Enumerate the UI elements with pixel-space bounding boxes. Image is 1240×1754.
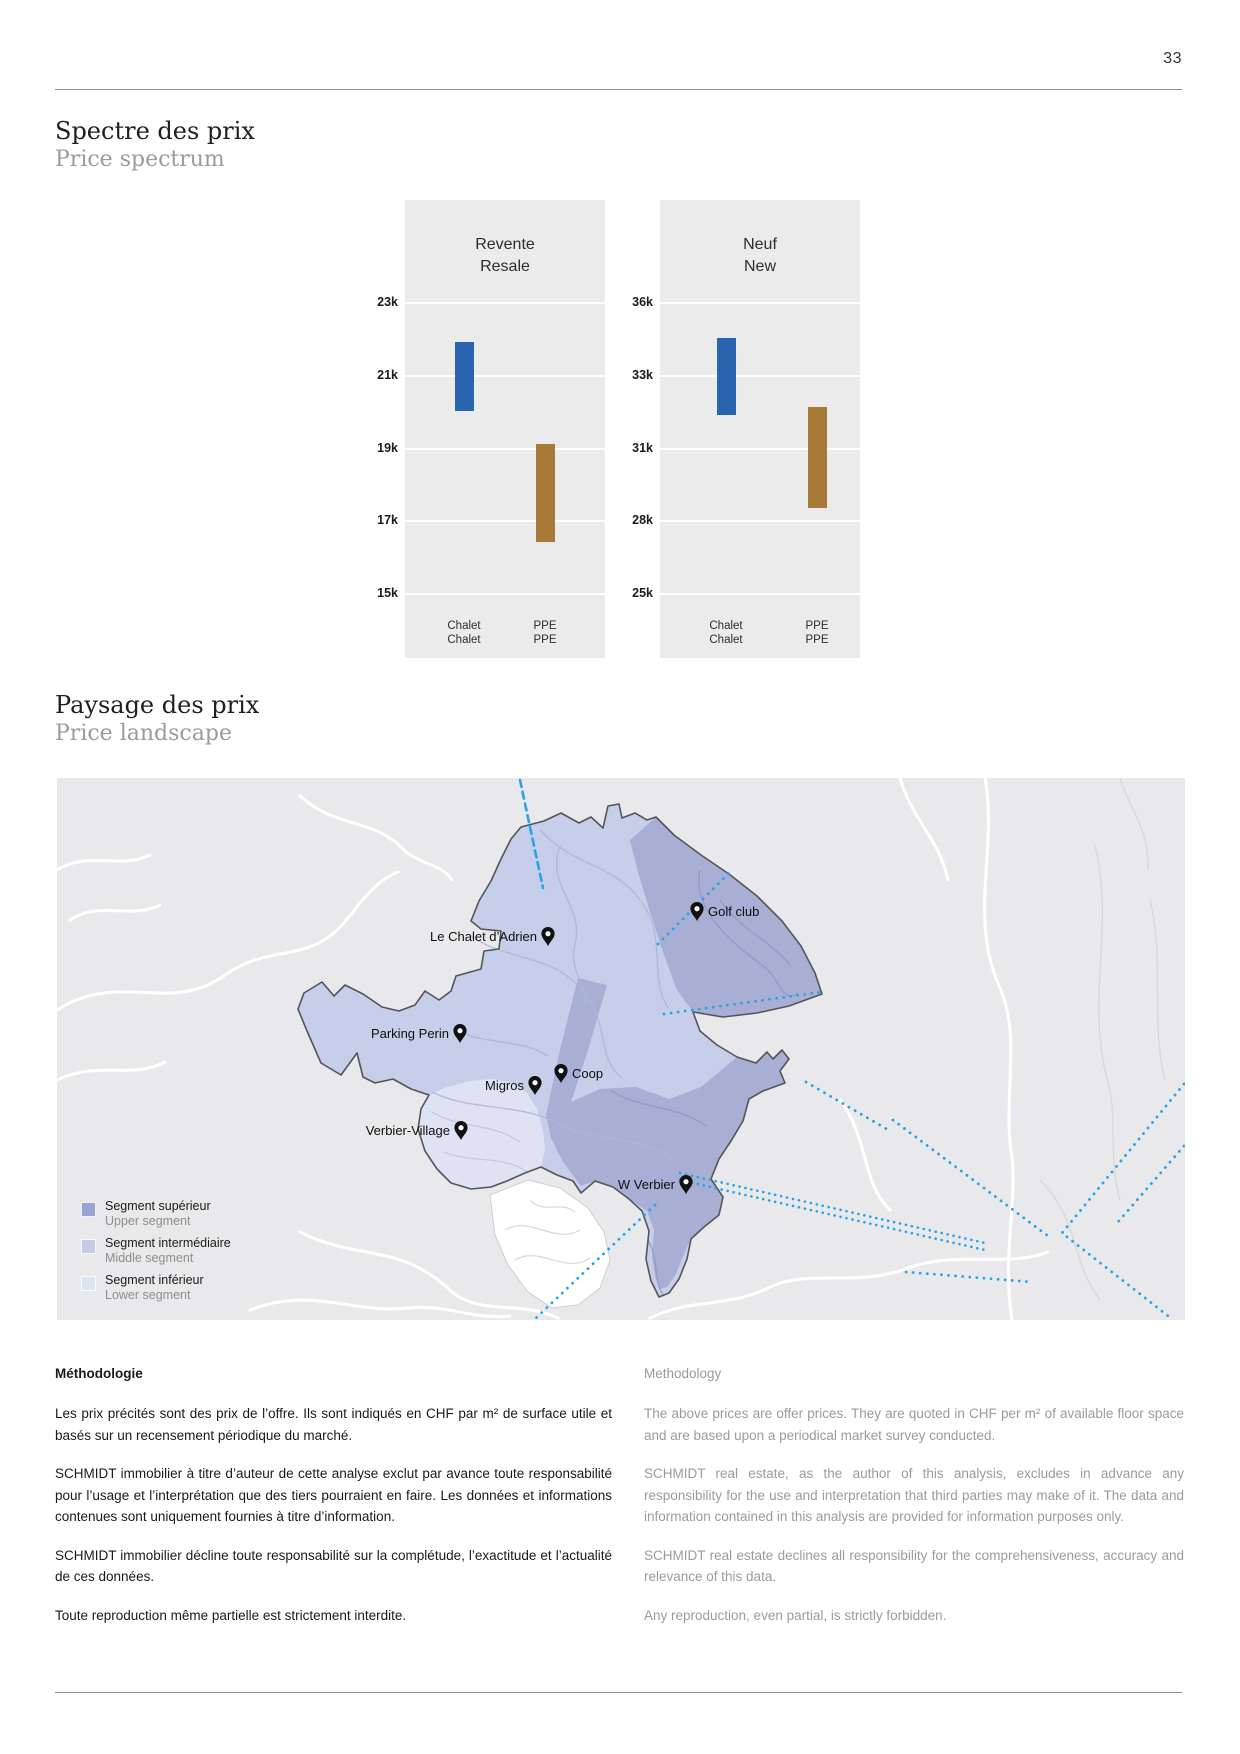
range-bar-ppe — [536, 444, 555, 542]
legend-item — [81, 1199, 231, 1229]
map-legend — [81, 1199, 231, 1310]
map-pin-dot — [458, 1125, 463, 1130]
category-label: PPE PPE — [533, 620, 557, 646]
methodology-paragraph: SCHMIDT immobilier à titre d’auteur de cette analyse exclut par avance toute responsabilité pour l’usage et l’interprétation que des tiers pourraient en faire. Les données et informations contenues sont uniquement fournies à titre d’information. — [55, 1466, 612, 1524]
axis-tick-label: 36k — [632, 295, 653, 309]
header-rule — [55, 89, 1182, 90]
methodology-heading-fr: Méthodologie — [55, 1366, 143, 1381]
poi-label: Le Chalet d’Adrien — [430, 929, 537, 944]
chart-resale — [360, 200, 605, 658]
chart-title: Neuf New — [743, 236, 777, 275]
poi-label: Verbier-Village — [365, 1123, 450, 1138]
legend-label-fr: Segment supérieur — [105, 1199, 211, 1213]
heading-fr: Paysage des prix — [55, 691, 260, 719]
price-landscape-heading — [55, 690, 259, 748]
gridline — [660, 375, 860, 377]
poi-coop — [554, 1064, 603, 1083]
gridline — [405, 302, 605, 304]
poi-label: W Verbier — [617, 1177, 675, 1192]
axis-tick-label: 17k — [377, 513, 398, 528]
gridline — [660, 593, 860, 595]
axis-tick-label: 19k — [377, 440, 398, 455]
gridline — [405, 375, 605, 377]
heading-en: Price landscape — [55, 721, 232, 746]
legend-item — [81, 1236, 231, 1266]
gridline — [405, 593, 605, 595]
gridline — [660, 302, 860, 304]
chart-new — [615, 200, 860, 658]
range-bar-chalet — [717, 338, 736, 414]
range-bar-chalet — [455, 342, 474, 411]
gridline — [660, 448, 860, 450]
heading-fr: Spectre des prix — [55, 117, 255, 145]
poi-label: Golf club — [708, 904, 760, 919]
category-label: PPE PPE — [805, 620, 829, 646]
map-pin-dot — [457, 1028, 462, 1033]
axis-tick-label: 23k — [377, 295, 398, 309]
axis-tick-label: 21k — [377, 367, 398, 382]
methodology-paragraph: The above prices are offer prices. They are quoted in CHF per m² of available floor space and are based upon a periodical market survey conducted. — [644, 1406, 1184, 1443]
legend-label-en: Middle segment — [105, 1251, 194, 1265]
map-pin-dot — [545, 931, 550, 936]
legend-label-fr: Segment inférieur — [105, 1273, 204, 1287]
axis-tick-label: 15k — [377, 586, 398, 600]
methodology-en — [644, 1366, 1184, 1643]
legend-swatch — [81, 1276, 96, 1291]
methodology-paragraph: SCHMIDT real estate, as the author of this analysis, excludes in advance any responsibility for the use and interpretation that third parties may make of it. The data and information contained in this analysis are provided for information purposes only. — [644, 1466, 1184, 1524]
map-pin-dot — [694, 906, 699, 911]
legend-label-en: Upper segment — [105, 1214, 191, 1228]
category-label: Chalet Chalet — [709, 620, 743, 646]
gridline — [405, 448, 605, 450]
poi-label: Migros — [484, 1078, 524, 1093]
category-label: Chalet Chalet — [447, 620, 481, 646]
poi-label: Coop — [572, 1066, 604, 1081]
methodology-paragraph: Toute reproduction même partielle est strictement interdite. — [55, 1607, 407, 1623]
heading-en: Price spectrum — [55, 147, 225, 172]
axis-tick-label: 25k — [632, 586, 653, 600]
range-bar-ppe — [808, 407, 827, 508]
gridline — [660, 520, 860, 522]
page-number: 33 — [1163, 50, 1182, 67]
chart-title: Revente Resale — [475, 236, 535, 275]
map-pin-dot — [683, 1179, 688, 1184]
legend-item — [81, 1273, 231, 1303]
poi-label: Parking Perin — [370, 1026, 449, 1041]
map-pin-dot — [558, 1068, 563, 1073]
gridline — [405, 520, 605, 522]
legend-swatch — [81, 1202, 96, 1217]
methodology-paragraph: Any reproduction, even partial, is strictly forbidden. — [644, 1607, 947, 1623]
legend-label-en: Lower segment — [105, 1288, 191, 1302]
methodology-paragraph: SCHMIDT real estate declines all responsibility for the comprehensiveness, accuracy and relevance of this data. — [644, 1547, 1184, 1584]
price-spectrum-heading — [55, 116, 255, 174]
axis-tick-label: 28k — [632, 513, 653, 528]
price-landscape-map — [57, 778, 1185, 1320]
map-pin-dot — [532, 1080, 537, 1085]
methodology-paragraph: SCHMIDT immobilier décline toute responsabilité sur la complétude, l’exactitude et l’actualité de ces données. — [55, 1547, 612, 1584]
footer-rule — [55, 1692, 1182, 1693]
legend-swatch — [81, 1239, 96, 1254]
methodology-heading-en: Methodology — [644, 1366, 722, 1381]
legend-label-fr: Segment intermédiaire — [105, 1236, 231, 1250]
methodology-paragraph: Les prix précités sont des prix de l’offre. Ils sont indiqués en CHF par m² de surface utile et basés sur un recensement périodique du marché. — [55, 1406, 612, 1443]
axis-tick-label: 33k — [632, 367, 653, 382]
poi-le-chalet-d-adrien — [430, 927, 555, 946]
axis-tick-label: 31k — [632, 440, 653, 455]
methodology-fr — [55, 1366, 612, 1643]
